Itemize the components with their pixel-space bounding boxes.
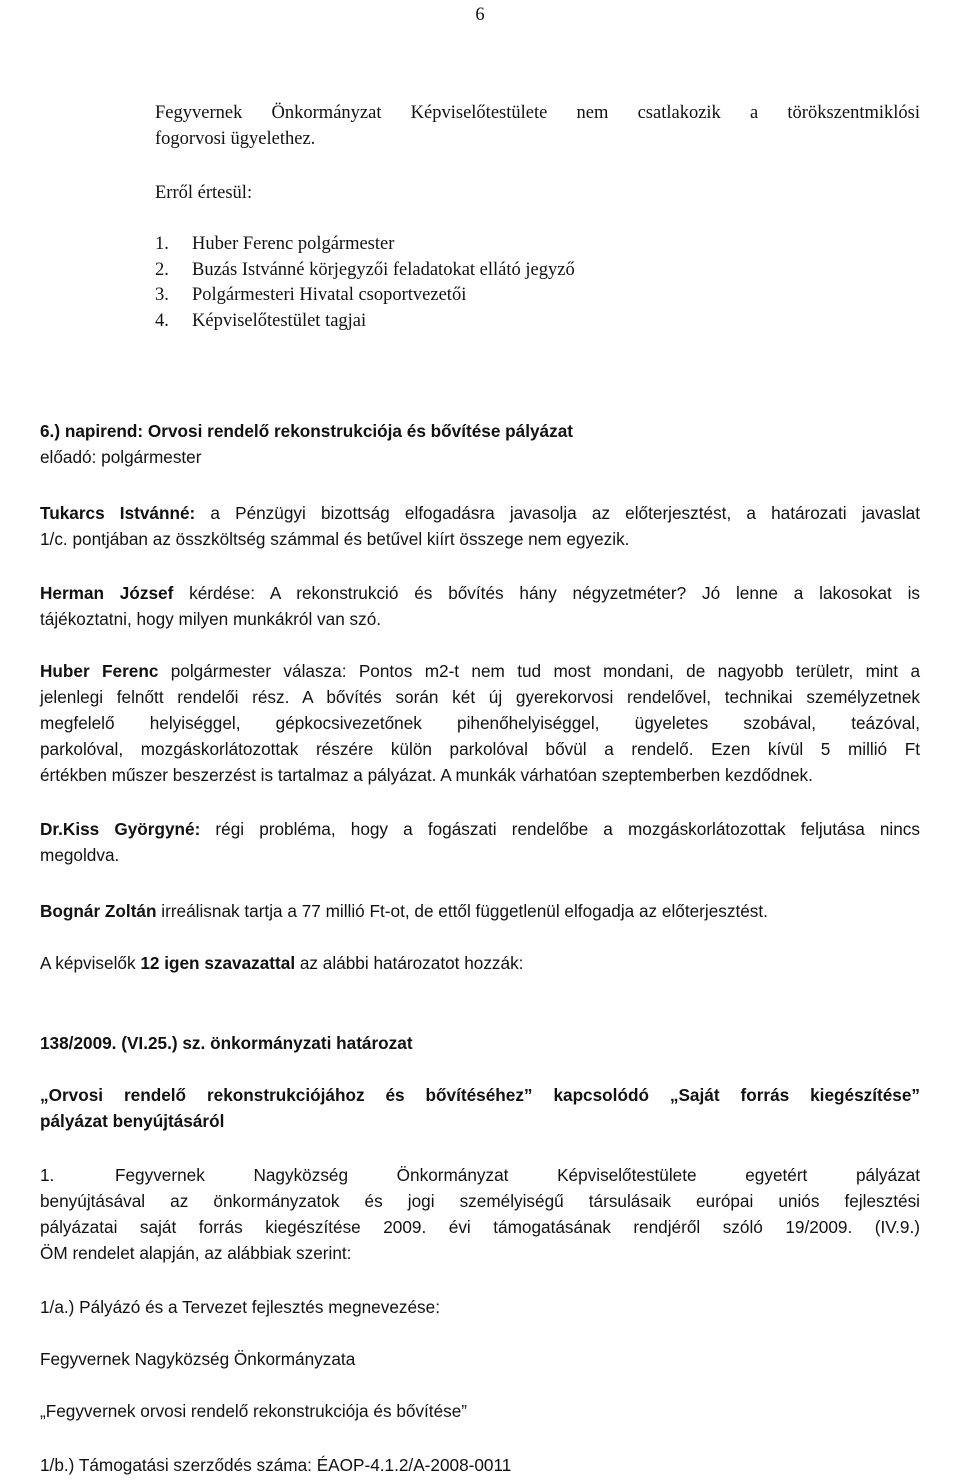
speaker-name: Huber Ferenc [40, 661, 159, 681]
intro-line: fogorvosi ügyelethez. [155, 129, 316, 149]
section-1b: 1/b.) Támogatási szerződés száma: ÉAOP-4.1.2/A-2008-0011 [40, 1455, 512, 1475]
list-item: 4. Képviselőtestület tagjai [155, 310, 367, 331]
section-1a: 1/a.) Pályázó és a Tervezet fejlesztés megnevezése: [40, 1297, 440, 1317]
list-item: 3. Polgármesteri Hivatal csoportvezetői [155, 285, 467, 305]
speaker-name: Dr.Kiss Györgyné: [40, 819, 201, 839]
agenda-title: 6.) napirend: Orvosi rendelő rekonstrukciója és bővítése pályázat [40, 421, 573, 441]
speaker-name: Bognár Zoltán [40, 901, 157, 921]
intro-paragraph [155, 100, 920, 152]
resolution-number: 138/2009. (VI.25.) sz. önkormányzati határozat [40, 1033, 413, 1053]
resolution-point-1: 1. Fegyvernek Nagyközség Önkormányzat Képviselőtestülete egyetért pályázat benyújtásával az önkormányzatok és jogi személyiségű társulásaik európai uniós fejlesztési pályázatai saját forrás kiegészítése 2009. évi támogatásának rendjéről szóló 19/2009. (IV.9.) ÖM rendelet alapján, az alábbiak szerint: [40, 1165, 920, 1263]
notify-list [155, 232, 920, 334]
project-name: „Fegyvernek orvosi rendelő rekonstrukciója és bővítése” [40, 1401, 468, 1421]
speaker-name: Tukarcs Istvánné: [40, 503, 196, 523]
bognar-paragraph: Bognár Zoltán irreálisnak tartja a 77 millió Ft-ot, de ettől függetlenül elfogadja az előterjesztést. [40, 901, 768, 921]
intro-line: Fegyvernek Önkormányzat Képviselőtestülete nem csatlakozik a törökszentmiklósi [155, 103, 920, 123]
huber-paragraph: Huber Ferenc polgármester válasza: Pontos m2-t nem tud most mondani, de nagyobb területr, mint a jelenlegi felnőtt rendelői rész. A bővítés során két új gyerekorvosi rendelővel, technikai személyzetnek megfelelő helyiséggel, gépkocsivezetőnek pihenőhelyiséggel, ügyeletes szobával, teázóval, parkolóval, mozgáskorlátozottak részére külön parkolóval bővül a rendelő. Ezen kívül 5 millió Ft értékben műszer beszerzést is tartalmaz a pályázat. A munkák várhatóan szeptemberben kezdődnek. [40, 661, 921, 785]
agenda-section [40, 418, 920, 470]
speaker-name: Herman József [40, 583, 174, 603]
agenda-presenter: előadó: polgármester [40, 447, 202, 467]
notify-heading: Erről értesül: [155, 183, 253, 203]
tukarcs-paragraph: Tukarcs Istvánné: a Pénzügyi bizottság elfogadásra javasolja az előterjesztést, a határozati javaslat 1/c. pontjában az összköltség számmal és betűvel kiírt összege nem egyezik. [40, 503, 920, 549]
applicant-name: Fegyvernek Nagyközség Önkormányzata [40, 1349, 356, 1369]
list-item: 2. Buzás Istvánné körjegyzői feladatokat ellátó jegyző [155, 259, 575, 280]
resolution-title: „Orvosi rendelő rekonstrukciójához és bővítéséhez” kapcsolódó „Saját forrás kiegészítése” pályázat benyújtásáról [40, 1085, 920, 1131]
vote-line: A képviselők 12 igen szavazattal az alábbi határozatot hozzák: [40, 953, 524, 973]
kiss-paragraph: Dr.Kiss Györgyné: régi probléma, hogy a fogászati rendelőbe a mozgáskorlátozottak feljutása nincs megoldva. [40, 819, 920, 865]
herman-paragraph: Herman József kérdése: A rekonstrukció és bővítés hány négyzetméter? Jó lenne a lakosokat is tájékoztatni, hogy milyen munkákról van szó. [40, 583, 920, 629]
list-item: 1. Huber Ferenc polgármester [155, 234, 395, 254]
page-number: 6 [475, 5, 485, 25]
